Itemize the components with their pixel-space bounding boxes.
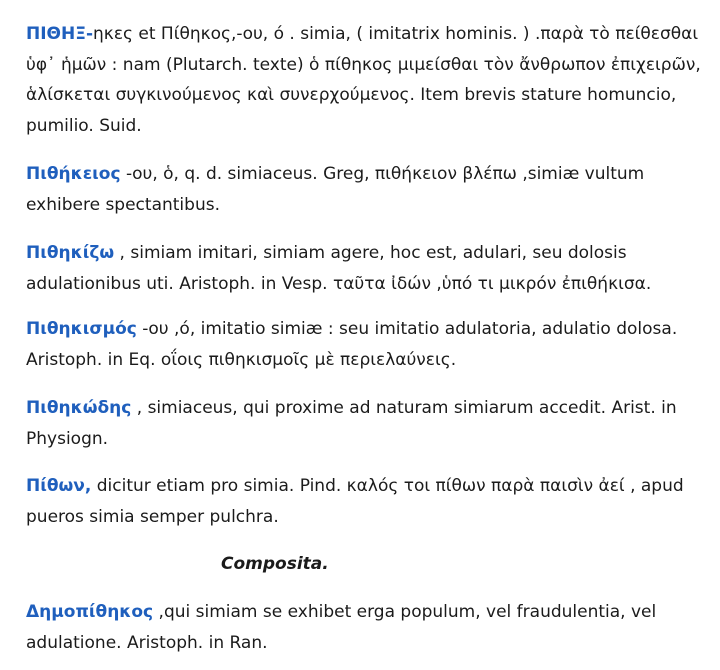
entry-headword: Πίθων,	[26, 476, 92, 496]
entry-definition: dicitur etiam pro simia. Pind. καλός τοι πίθων παρὰ παισὶν ἀεί , apud pueros simia semper pulchra.	[26, 476, 684, 527]
entry-pithekizo	[26, 238, 706, 299]
entry-definition: -ου, ὁ, q. d. simiaceus. Greg, πιθήκειον βλέπω ,simiæ vultum exhibere spectantibus.	[26, 164, 645, 215]
entry-pithex	[26, 19, 706, 141]
entry-definition: ηκες et Πίθηκος,-ου, ό . simia, ( imitatrix hominis. ) .παρὰ τὸ πείθεσθαι ὑφ᾽ ἡμῶν : nam (Plutarch. texte) ὁ πίθηκος μιμείσθαι τὸν ἄνθρωπον ἐπιχειρῶν, ἁλίσκεται συγκινούμενος καὶ συνερχούμενος. Item brevis stature homuncio, pumilio. Suid.	[26, 24, 701, 136]
entry-headword: Πιθηκώδης	[26, 398, 132, 418]
entry-headword: Πιθηκισμός	[26, 319, 137, 339]
entry-definition: , simiam imitari, simiam agere, hoc est, adulari, seu dolosis adulationibus uti. Aristoph. in Vesp. ταῦτα ἰδών ,ὑπό τι μικρόν ἐπιθήκισα.	[26, 243, 652, 294]
entry-headword: Πιθηκίζω	[26, 243, 115, 263]
entry-pithekismos	[26, 314, 706, 375]
entry-headword: Πιθήκειος	[26, 164, 121, 184]
composita-heading: Composita.	[221, 554, 329, 574]
entry-headword: Δημοπίθηκος	[26, 602, 154, 622]
entry-pithon	[26, 471, 706, 532]
entry-definition: ,qui simiam se exhibet erga populum, vel fraudulentia, vel adulatione. Aristoph. in Ran.	[26, 602, 657, 653]
entry-pithekeios	[26, 159, 706, 220]
entry-definition: , simiaceus, qui proxime ad naturam simiarum accedit. Arist. in Physiogn.	[26, 398, 677, 449]
entry-definition: -ου ,ό, imitatio simiæ : seu imitatio adulatoria, adulatio dolosa. Aristoph. in Eq. οΐοις πιθηκισμοῖς μὲ περιελαύνεις.	[26, 319, 678, 370]
entry-demopithekos	[26, 597, 706, 658]
entry-pithekodes	[26, 393, 706, 454]
entry-headword: ΠΙΘΗΞ-	[26, 24, 94, 44]
